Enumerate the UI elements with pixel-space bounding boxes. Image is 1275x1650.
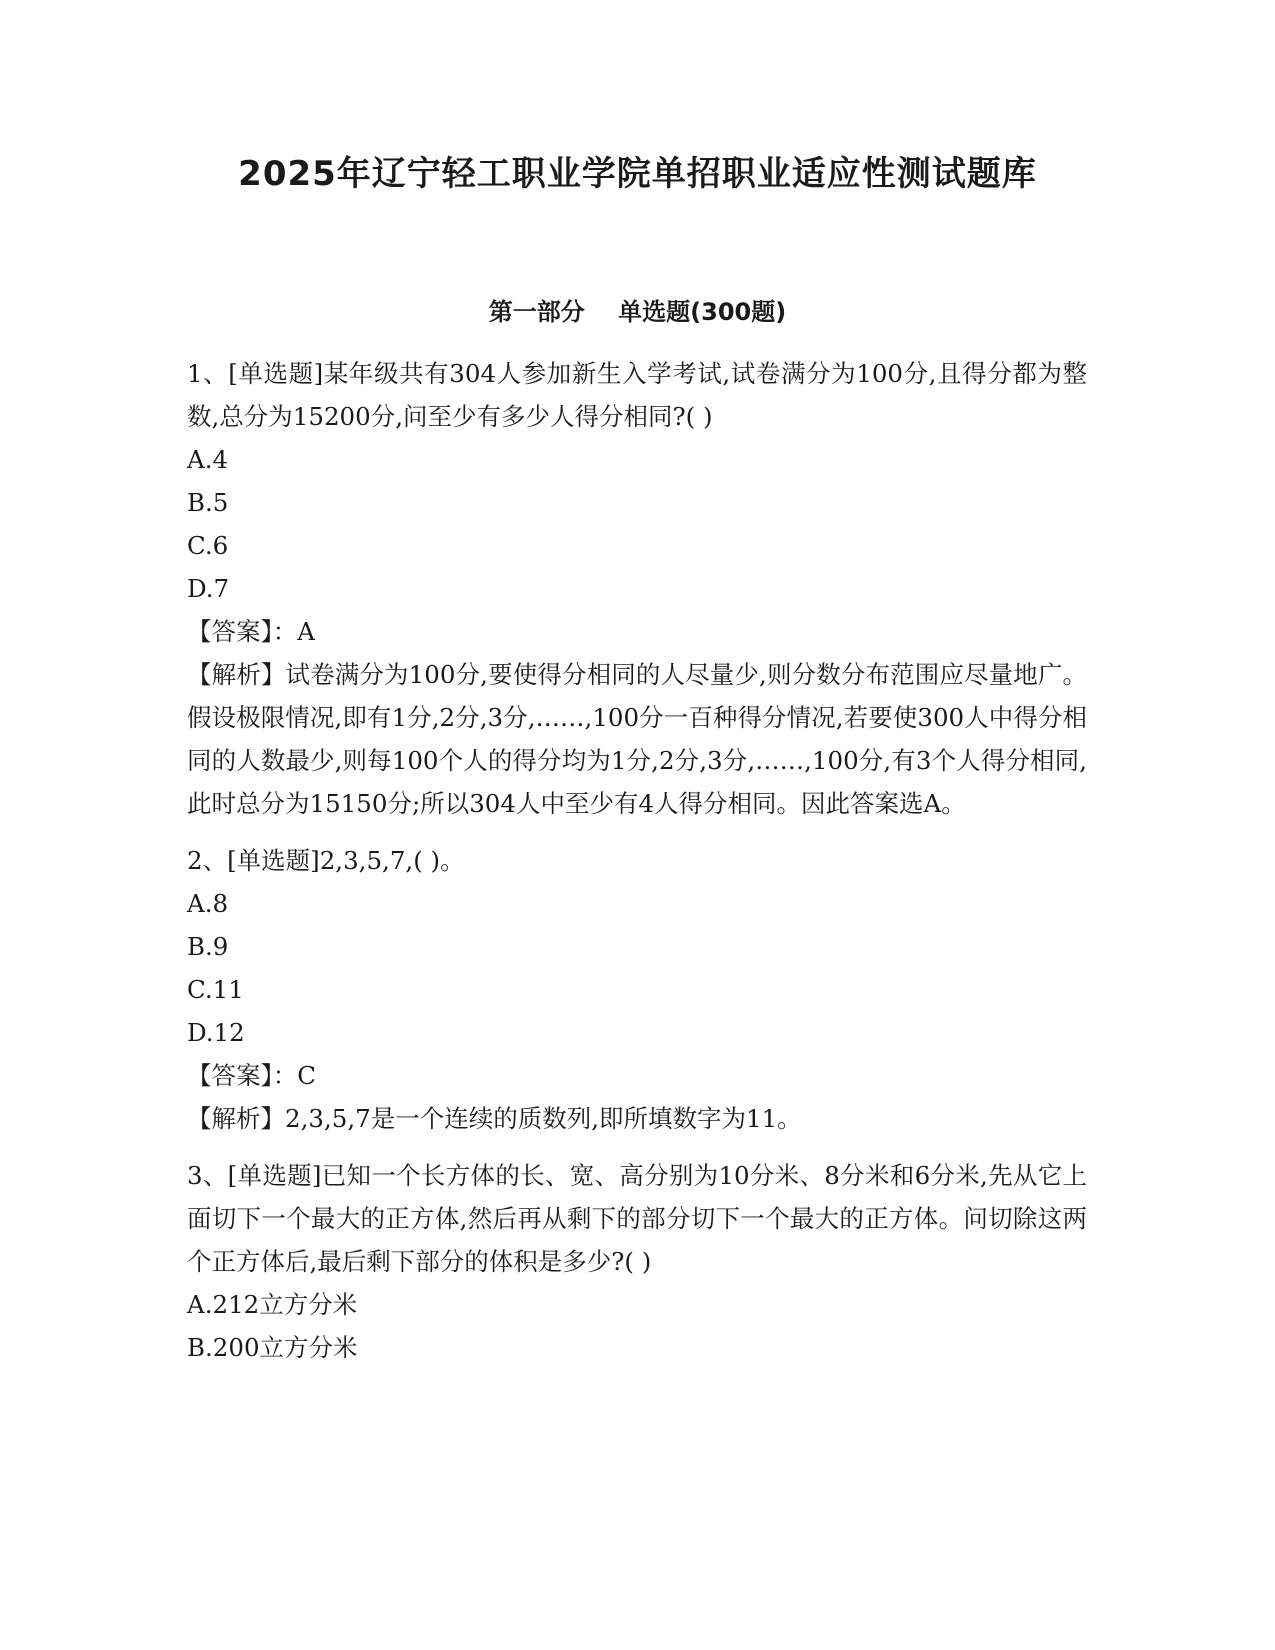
question-item xyxy=(187,352,1087,825)
question-item xyxy=(187,839,1087,1140)
document-title: 2025年辽宁轻工职业学院单招职业适应性测试题库 xyxy=(238,154,1037,194)
option-c: C.6 xyxy=(187,531,229,560)
analysis-text: 【解析】试卷满分为100分,要使得分相同的人尽量少,则分数分布范围应尽量地广。假设极限情况,即有1分,2分,3分,……,100分一百种得分情况,若要使300人中得分相同的人数最少,则每100个人的得分均为1分,2分,3分,……,100分,有3个人得分相同,此时总分为15150分;所以304人中至少有4人得分相同。因此答案选A。 xyxy=(187,660,1087,818)
answer-line: 【答案】：A xyxy=(187,617,315,646)
option-a: A.212立方分米 xyxy=(187,1290,358,1319)
option-c: C.11 xyxy=(187,975,244,1004)
question-stem: 2、[单选题]2,3,5,7,( )。 xyxy=(187,846,465,875)
analysis-text: 【解析】2,3,5,7是一个连续的质数列,即所填数字为11。 xyxy=(187,1104,802,1133)
option-a: A.8 xyxy=(187,889,229,918)
option-b: B.5 xyxy=(187,488,229,517)
option-d: D.12 xyxy=(187,1018,245,1047)
answer-line: 【答案】：C xyxy=(187,1061,316,1090)
section-title: 第一部分 单选题(300题) xyxy=(488,298,787,326)
option-d: D.7 xyxy=(187,574,230,603)
question-item xyxy=(187,1154,1087,1369)
question-stem: 3、[单选题]已知一个长方体的长、宽、高分别为10分米、8分米和6分米,先从它上面切下一个最大的正方体,然后再从剩下的部分切下一个最大的正方体。问切除这两个正方体后,最后剩下部分的体积是多少?( ) xyxy=(187,1161,1087,1276)
question-stem: 1、[单选题]某年级共有304人参加新生入学考试,试卷满分为100分,且得分都为整数,总分为15200分,问至少有多少人得分相同?( ) xyxy=(187,359,1087,431)
option-b: B.9 xyxy=(187,932,229,961)
question-list xyxy=(187,352,1087,1369)
option-a: A.4 xyxy=(187,445,229,474)
option-b: B.200立方分米 xyxy=(187,1333,358,1362)
